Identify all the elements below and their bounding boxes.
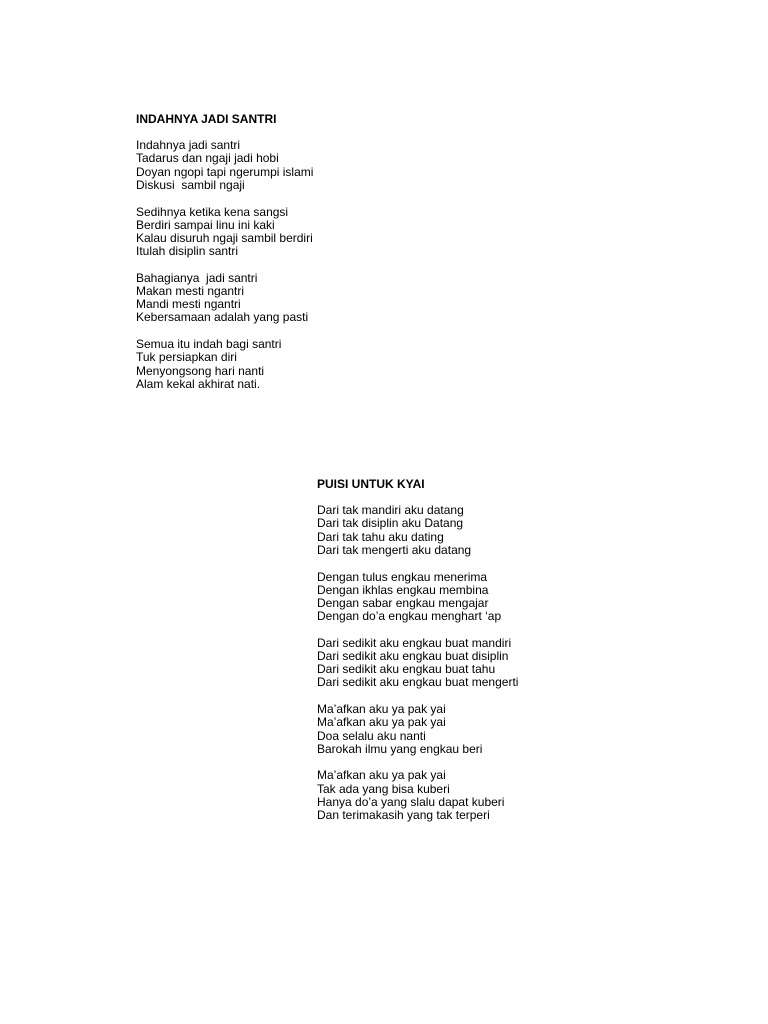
poem-line: Dengan sabar engkau mengajar [317, 595, 489, 610]
poem-indahnya-jadi-santri [136, 113, 313, 404]
stanza [317, 571, 518, 624]
poem-line: Mandi mesti ngantri [136, 297, 241, 312]
poem-line: Kebersamaan adalah yang pasti [136, 310, 309, 325]
poem-line: Ma’afkan aku ya pak yai [317, 768, 446, 783]
poem-line: Hanya do’a yang slalu dapat kuberi [317, 794, 505, 809]
poem-line: Dari sedikit aku engkau buat tahu [317, 662, 496, 677]
poem-line: Dengan tulus engkau menerima [317, 569, 488, 584]
poem-line: Diskusi sambil ngaji [136, 177, 245, 192]
poem-line: Doa selalu aku nanti [317, 728, 426, 743]
poem-line: Semua itu indah bagi santri [136, 337, 282, 352]
poem-line: Tadarus dan ngaji jadi hobi [136, 151, 279, 166]
poem-title: INDAHNYA JADI SANTRI [136, 112, 277, 126]
poem-line: Berdiri sampai linu ini kaki [136, 217, 275, 232]
stanza [136, 272, 313, 325]
poem-line: Tak ada yang bisa kuberi [317, 781, 450, 796]
stanza [136, 139, 313, 192]
poem-line: Dan terimakasih yang tak terperi [317, 808, 490, 823]
poem-line: Dari tak tahu aku dating [317, 529, 444, 544]
poem-line: Alam kekal akhirat nati. [136, 376, 261, 391]
poem-line: Ma’afkan aku ya pak yai [317, 715, 446, 730]
stanza [317, 504, 518, 557]
poem-line: Dari tak disiplin aku Datang [317, 516, 464, 531]
poem-line: Dengan do’a engkau menghart ‘ap [317, 609, 502, 624]
poem-line: Doyan ngopi tapi ngerumpi islami [136, 164, 314, 179]
poem-line: Dari sedikit aku engkau buat mengerti [317, 675, 519, 690]
stanza [136, 338, 313, 391]
poem-line: Tuk persiapkan diri [136, 350, 237, 365]
poem-line: Ma’afkan aku ya pak yai [317, 702, 446, 717]
poem-line: Sedihnya ketika kena sangsi [136, 204, 289, 219]
poem-line: Bahagianya jadi santri [136, 270, 258, 285]
poem-line: Menyongsong hari nanti [136, 363, 265, 378]
stanza [317, 769, 518, 822]
stanza [317, 703, 518, 756]
poem-line: Indahnya jadi santri [136, 138, 241, 153]
poem-title: PUISI UNTUK KYAI [317, 477, 425, 491]
poem-line: Dengan ikhlas engkau membina [317, 582, 489, 597]
poem-line: Dari sedikit aku engkau buat mandiri [317, 635, 512, 650]
poem-line: Dari tak mengerti aku datang [317, 542, 472, 557]
poem-line: Kalau disuruh ngaji sambil berdiri [136, 230, 313, 245]
poem-line: Barokah ilmu yang engkau beri [317, 741, 483, 756]
stanza [136, 206, 313, 259]
poem-line: Itulah disiplin santri [136, 244, 239, 259]
poem-line: Dari tak mandiri aku datang [317, 503, 464, 518]
poem-line: Makan mesti ngantri [136, 284, 245, 299]
poem-puisi-untuk-kyai [317, 478, 518, 836]
stanza [317, 637, 518, 690]
poem-line: Dari sedikit aku engkau buat disiplin [317, 649, 509, 664]
